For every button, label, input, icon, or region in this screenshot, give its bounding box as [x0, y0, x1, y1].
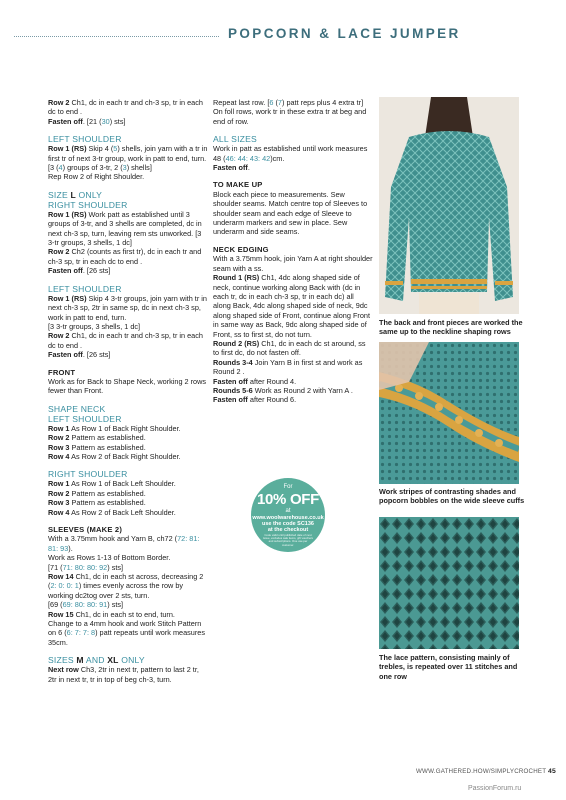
row-2-instruction: Row 2 Ch1, dc in each tr and ch-3 sp, tr in each dc to end . [48, 331, 203, 350]
make-up-instruction: Block each piece to measurements. Sew shoulder seams. Match centre top of Sleeves to shoulder seam and each edge of Sleeve to underarm markers and sew in place. Sew underarm and side seams. [213, 189, 368, 237]
all-sizes-instruction: Work in patt as established until work measures 48 (46: 44: 43: 42)cm. [213, 144, 368, 163]
watermark: PassionForum.ru [468, 785, 522, 792]
row-2-instruction: Row 2 Ch2 (counts as first tr), dc in each tr and ch-3 sp, tr in each dc to end . [48, 247, 202, 266]
row-2-instruction: Row 2 Pattern as established. [48, 433, 146, 443]
rounds-5-6-instruction: Rounds 5-6 Work as Round 2 with Yarn A . [213, 385, 353, 395]
badge-line: at [285, 508, 291, 514]
fasten-off-note: Fasten off after Round 4. [213, 376, 297, 386]
section-heading-sleeves: SLEEVES (MAKE 2) [48, 525, 123, 534]
row-1-instruction: Row 1 (RS) Skip 4 3-tr groups, join yarn with tr in next ch-3 sp, 2tr in same sp, dc in next ch-3 sp, work in patt to end, turn. [48, 293, 207, 322]
section-heading-shape-neck: SHAPE NECK [48, 403, 106, 414]
popcorn-stripe-illustration [379, 342, 519, 484]
round-1-instruction: Round 1 (RS) Ch1, 4dc along shaped side of neck, continue working along Back with (dc in each tr, dc in each ch-3 sp, tr in each dc) all along Back, 4dc along shaped side of neck, 9dc along shaped side of Front, continue along Front in same way as Back, 9dc along shaped side of Front, ss to first st, do not turn. [213, 273, 370, 339]
section-heading-size-l: SIZE L ONLY [48, 189, 103, 200]
row-3-instruction: Row 3 Pattern as established. [48, 442, 146, 452]
row-4-instruction: Row 4 As Row 2 of Back Right Shoulder. [48, 451, 181, 461]
fasten-off-note: Fasten off. [26 sts] [48, 266, 111, 276]
repeat-instruction: Rep Row 2 of Right Shoulder. [48, 172, 145, 182]
row-1-instruction: Row 1 (RS) Work patt as established until 3 groups of 3-tr, and 3 shells are completed, dc in next ch-3 sp, turn, leaving rem sts unworked. [3 3-tr groups, 3 shells, 1 dc] [48, 209, 202, 248]
sleeve-instruction: With a 3.75mm hook and Yarn B, ch72 (72: 81: 81: 93). [48, 534, 200, 553]
page-number: 45 [548, 768, 556, 775]
row-4-instruction: Row 4 As Row 2 of Back Left Shoulder. [48, 507, 176, 517]
neck-edging-instruction: With a 3.75mm hook, join Yarn A at right shoulder seam with a ss. [213, 254, 373, 273]
section-heading-to-make-up: TO MAKE UP [213, 180, 263, 190]
photo-popcorn-stripes [379, 342, 519, 484]
section-heading-left-shoulder: LEFT SHOULDER [48, 134, 122, 145]
row-1-instruction: Row 1 As Row 1 of Back Left Shoulder. [48, 479, 176, 489]
repeat-instruction: On foll rows, work tr in these extra tr at beg and end of row. [213, 107, 367, 126]
fasten-off-note: Fasten off. [21 (30) sts] [48, 116, 126, 126]
fasten-off-note: Fasten off after Round 6. [213, 395, 297, 405]
front-instruction: Work as for Back to Shape Neck, working 2 rows fewer than Front. [48, 376, 207, 396]
round-2-instruction: Round 2 (RS) Ch1, dc in each dc st around, ss to first dc, do not fasten off. [213, 338, 366, 358]
badge-line: at the checkout [267, 527, 309, 533]
sleeve-instruction: Change to a 4mm hook and work Stitch Pattern on 6 (6: 7: 7: 8) patt repeats until work measures 35cm. [48, 619, 205, 647]
stitch-count: [71 (71: 80: 80: 92) sts] [48, 562, 124, 572]
page-title: POPCORN & LACE JUMPER [228, 26, 461, 41]
section-heading-sizes-m-xl: SIZES M AND XL ONLY [48, 655, 145, 666]
repeat-instruction: Repeat last row. [6 (7) patt reps plus 4 extra tr] [213, 98, 364, 107]
jumper-back-illustration [379, 97, 519, 314]
badge-url: www.woolwarehouse.co.uk [252, 515, 324, 521]
fasten-off-note: Fasten off. [213, 163, 250, 173]
footer-url[interactable]: WWW.GATHERED.HOW/SIMPLYCROCHET [416, 768, 547, 775]
row-1-instruction: Row 1 (RS) Skip 4 (5) shells, join yarn with a tr in first tr of next 3-tr group, work in patt to end, turn. [3 (4) groups of 3-tr, 2 (3) shells] [48, 144, 208, 173]
rounds-3-4-instruction: Rounds 3-4 Join Yarn B in first st and work as Round 2 . [213, 357, 363, 377]
photo-caption: The back and front pieces are worked the same up to the neckline shaping rows [379, 318, 523, 337]
row-14-instruction: Row 14 Ch1, dc in each st across, decreasing 2 (2: 0: 0: 1) times evenly across the row by working dc2tog over 2 sts, turn. [48, 572, 204, 600]
lace-pattern-illustration [379, 517, 519, 649]
next-row-instruction: Next row Ch3, 2tr in next tr, pattern to last 2 tr, 2tr in next tr, tr in top of beg ch-3, turn. [48, 665, 199, 684]
badge-line: For [283, 484, 293, 490]
badge-offer: 10% OFF [256, 491, 320, 508]
discount-badge[interactable] [251, 478, 325, 552]
stitch-count: [69 (69: 80: 80: 91) sts] [48, 600, 124, 610]
pattern-column-2 [213, 98, 373, 405]
row-2-instruction: Row 2 Pattern as established. [48, 488, 146, 498]
section-heading-left-shoulder: LEFT SHOULDER [48, 283, 122, 294]
photo-jumper-back-view [379, 97, 519, 314]
footer [416, 768, 556, 775]
badge-code: use the code SC136 [262, 521, 314, 527]
photo-caption: Work stripes of contrasting shades and popcorn bobbles on the wide sleeve cuffs [379, 487, 525, 506]
fasten-off-note: Fasten off. [26 sts] [48, 350, 111, 360]
pattern-column-1 [48, 98, 208, 684]
section-heading-front: FRONT [48, 367, 76, 377]
stitch-count: [3 3-tr groups, 3 shells, 1 dc] [48, 321, 141, 331]
header-rule [14, 36, 219, 37]
row-3-instruction: Row 3 Pattern as established. [48, 498, 146, 508]
section-heading-neck-edging: NECK EDGING [213, 244, 269, 254]
section-heading-all-sizes: ALL SIZES [213, 134, 257, 145]
row-1-instruction: Row 1 As Row 1 of Back Right Shoulder. [48, 423, 181, 433]
section-subheading-left-shoulder: LEFT SHOULDER [48, 413, 122, 424]
section-heading-right-shoulder: RIGHT SHOULDER [48, 199, 128, 210]
photo-lace-pattern [379, 517, 519, 649]
row-15-instruction: Row 15 Ch1, dc in each st to end, turn. [48, 609, 175, 619]
photo-caption: The lace pattern, consisting mainly of trebles, is repeated over 11 stitches and one row [379, 653, 518, 681]
section-heading-right-shoulder: RIGHT SHOULDER [48, 469, 128, 480]
row-2-instruction: Row 2 Ch1, dc in each tr and ch-3 sp, tr in each dc to end . [48, 98, 203, 117]
sleeve-instruction: Work as Rows 1-13 of Bottom Border. [48, 553, 171, 563]
badge-small-print: Code valid until published date of next issue, excludes sale items, gift vouchers and subscriptions. One use per customer. [263, 533, 313, 547]
